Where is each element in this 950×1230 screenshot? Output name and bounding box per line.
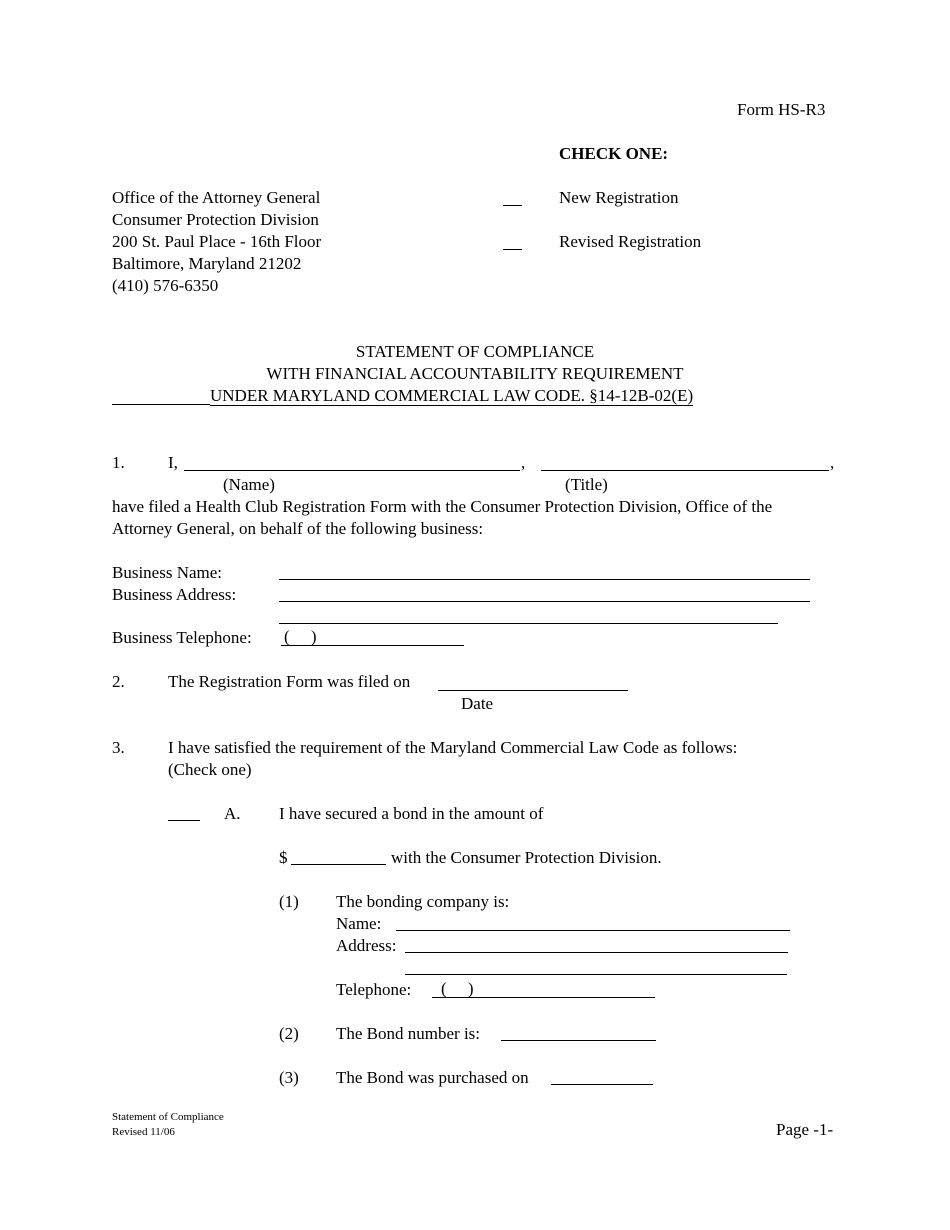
sub-3-text: The Bond was purchased on (336, 1068, 529, 1087)
title-caption: (Title) (565, 475, 608, 494)
option-a-text: I have secured a bond in the amount of (279, 804, 544, 823)
item-2-number: 2. (112, 672, 125, 691)
item-1-number: 1. (112, 453, 125, 472)
heading-line: STATEMENT OF COMPLIANCE (355, 342, 595, 361)
new-registration-label: New Registration (559, 188, 679, 207)
bond-amount-field[interactable] (291, 864, 386, 865)
sub-2-number: (2) (279, 1024, 299, 1043)
name-caption: (Name) (223, 475, 275, 494)
item-3-number: 3. (112, 738, 125, 757)
telephone-area-code: ( ) (284, 627, 317, 646)
bonding-address-label: Address: (336, 936, 397, 955)
item-2-text: The Registration Form was filed on (168, 672, 411, 691)
item-1-prefix: I, (168, 453, 178, 472)
office-line: (410) 576-6350 (112, 276, 219, 295)
bonding-name-label: Name: (336, 914, 382, 933)
item-1-text: Attorney General, on behalf of the following business: (112, 519, 484, 538)
sub-2-text: The Bond number is: (336, 1024, 481, 1043)
business-telephone-label: Business Telephone: (112, 628, 252, 647)
bonding-address-field[interactable] (405, 952, 788, 953)
title-field[interactable] (541, 470, 829, 471)
business-address-field[interactable] (279, 601, 810, 602)
page-number: Page -1- (776, 1120, 834, 1139)
form-id: Form HS-R3 (737, 100, 826, 119)
office-line: Consumer Protection Division (112, 210, 319, 229)
option-a-checkbox[interactable] (168, 820, 200, 821)
business-address-field-2[interactable] (279, 623, 778, 624)
date-caption: Date (461, 694, 494, 713)
bond-number-field[interactable] (501, 1040, 656, 1041)
item-3-text: I have satisfied the requirement of the Maryland Commercial Law Code as follows: (168, 738, 738, 757)
filing-date-field[interactable] (438, 690, 628, 691)
sub-1-text: The bonding company is: (336, 892, 510, 911)
name-field[interactable] (184, 470, 520, 471)
heading-line: WITH FINANCIAL ACCOUNTABILITY REQUIREMENT (266, 364, 684, 383)
office-line: Baltimore, Maryland 21202 (112, 254, 302, 273)
comma: , (521, 453, 526, 472)
new-registration-checkbox[interactable] (503, 205, 522, 206)
footer-revision: Revised 11/06 (112, 1126, 175, 1138)
office-line: 200 St. Paul Place - 16th Floor (112, 232, 322, 251)
revised-registration-checkbox[interactable] (503, 249, 522, 250)
bond-amount-suffix: with the Consumer Protection Division. (391, 848, 662, 867)
bonding-name-field[interactable] (396, 930, 790, 931)
heading-leading-rule (112, 404, 210, 405)
item-1-text: have filed a Health Club Registration Form with the Consumer Protection Division, Office of the (112, 497, 773, 516)
sub-1-number: (1) (279, 892, 299, 911)
bonding-telephone-area-code: ( ) (441, 979, 474, 998)
bonding-address-field-2[interactable] (405, 974, 787, 975)
sub-3-number: (3) (279, 1068, 299, 1087)
comma: , (830, 453, 835, 472)
footer-title: Statement of Compliance (112, 1111, 224, 1123)
check-one-title: CHECK ONE: (559, 144, 669, 163)
office-line: Office of the Attorney General (112, 188, 321, 207)
bonding-telephone-label: Telephone: (336, 980, 412, 999)
bond-purchase-date-field[interactable] (551, 1084, 653, 1085)
option-a-letter: A. (224, 804, 241, 823)
business-name-field[interactable] (279, 579, 810, 580)
dollar-sign: $ (279, 848, 288, 867)
business-name-label: Business Name: (112, 563, 223, 582)
item-3-subtext: (Check one) (168, 760, 252, 779)
business-address-label: Business Address: (112, 585, 237, 604)
heading-line: UNDER MARYLAND COMMERCIAL LAW CODE. §14-12B-02(E) (210, 386, 694, 405)
revised-registration-label: Revised Registration (559, 232, 702, 251)
